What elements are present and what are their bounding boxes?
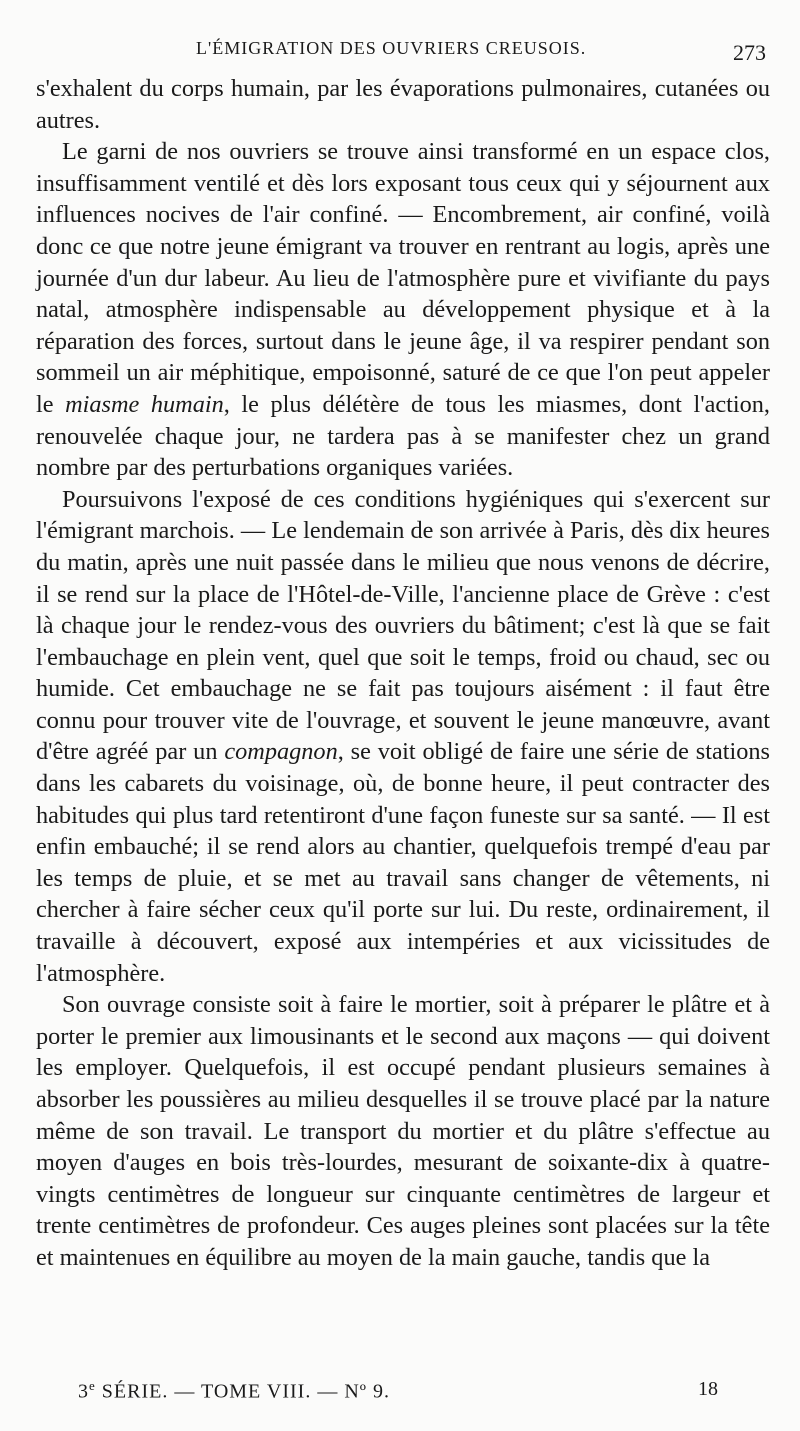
series-suffix: e: [89, 1378, 96, 1393]
text-run: , se voit obligé de faire une série de stations dans les cabarets du voisinage, où, de bonne heure, il peut contracter des habitudes qui plus tard retentiront d'une façon funeste sur sa santé. — Il est enfin embauché; il se rend alors au chantier, quelquefois trempé d'eau par les temps de pluie, et se met au travail sans changer de vêtements, ni chercher à faire sécher ceux qu'il porte sur lui. Du reste, ordinairement, il travaille à découvert, exposé aux intempéries et aux vicissitudes de l'atmosphère.: [36, 738, 770, 987]
signature-line: [78, 1378, 390, 1404]
paragraph: [36, 484, 770, 990]
italic-term: compagnon: [224, 738, 338, 766]
page-number: 273: [733, 40, 766, 65]
series-rest: SÉRIE. — TOME VIII. — Nº 9.: [95, 1380, 390, 1403]
paragraph: [36, 989, 770, 1273]
text-run: Le garni de nos ouvriers se trouve ainsi transformé en un espace clos, insuffisamment ventilé et dès lors exposant tous ceux qui y séjournent aux influences nocives de l'air confiné. — Encombrement, air confiné, voilà donc ce que notre jeune émigrant va trouver en rentrant au logis, après une journée d'un dur labeur. Au lieu de l'atmosphère pure et vivifiante du pays natal, atmosphère indispensable au développement physique et à la réparation des forces, surtout dans le jeune âge, il va respirer pendant son sommeil un air méphitique, empoisonné, saturé de ce que l'on peut appeler le: [36, 138, 770, 418]
paragraph: [36, 136, 770, 484]
text-run: s'exhalent du corps humain, par les évaporations pulmonaires, cutanées ou autres.: [36, 75, 770, 134]
paragraph: [36, 73, 770, 136]
body-text: [36, 73, 770, 1274]
running-head: [36, 38, 766, 66]
text-run: Son ouvrage consiste soit à faire le mortier, soit à préparer le plâtre et à porter le premier aux limousinants et le second aux maçons — qui doivent les employer. Quelquefois, il est occupé pendant plusieurs semaines à absorber les poussières au milieu desquelles il se trouve placé par la nature même de son travail. Le transport du mortier et du plâtre s'effectue au moyen d'auges en bois très-lourdes, mesurant de soixante-dix à quatre-vingts centimètres de longueur sur cinquante centimètres de largeur et trente centimètres de profondeur. Ces auges pleines sont placées sur la tête et maintenues en équilibre au moyen de la main gauche, tandis que la: [36, 991, 770, 1271]
series-number: 3: [78, 1380, 89, 1403]
italic-term: miasme humain: [65, 390, 224, 418]
page-footer: [78, 1378, 718, 1408]
sheet-number: 18: [698, 1378, 718, 1400]
text-run: , le plus délétère de tous les miasmes, dont l'action, renouvelée chaque jour, ne tardera pas à se manifester chez un grand nombre par des perturbations organiques variées.: [36, 390, 771, 482]
text-run: Poursuivons l'exposé de ces conditions hygiéniques qui s'exercent sur l'émigrant marchois. — Le lendemain de son arrivée à Paris, dès dix heures du matin, après une nuit passée dans le milieu que nous venons de décrire, il se rend sur la place de l'Hôtel-de-Ville, l'ancienne place de Grève : c'est là chaque jour le rendez-vous des ouvriers du bâtiment; c'est là que se fait l'embauchage en plein vent, quel que soit le temps, froid ou chaud, sec ou humide. Cet embauchage ne se fait pas toujours aisément : il faut être connu pour trouver vite de l'ouvrage, et souvent le jeune manœuvre, avant d'être agréé par un: [36, 485, 770, 766]
running-title: L'ÉMIGRATION DES OUVRIERS CREUSOIS.: [196, 38, 587, 58]
